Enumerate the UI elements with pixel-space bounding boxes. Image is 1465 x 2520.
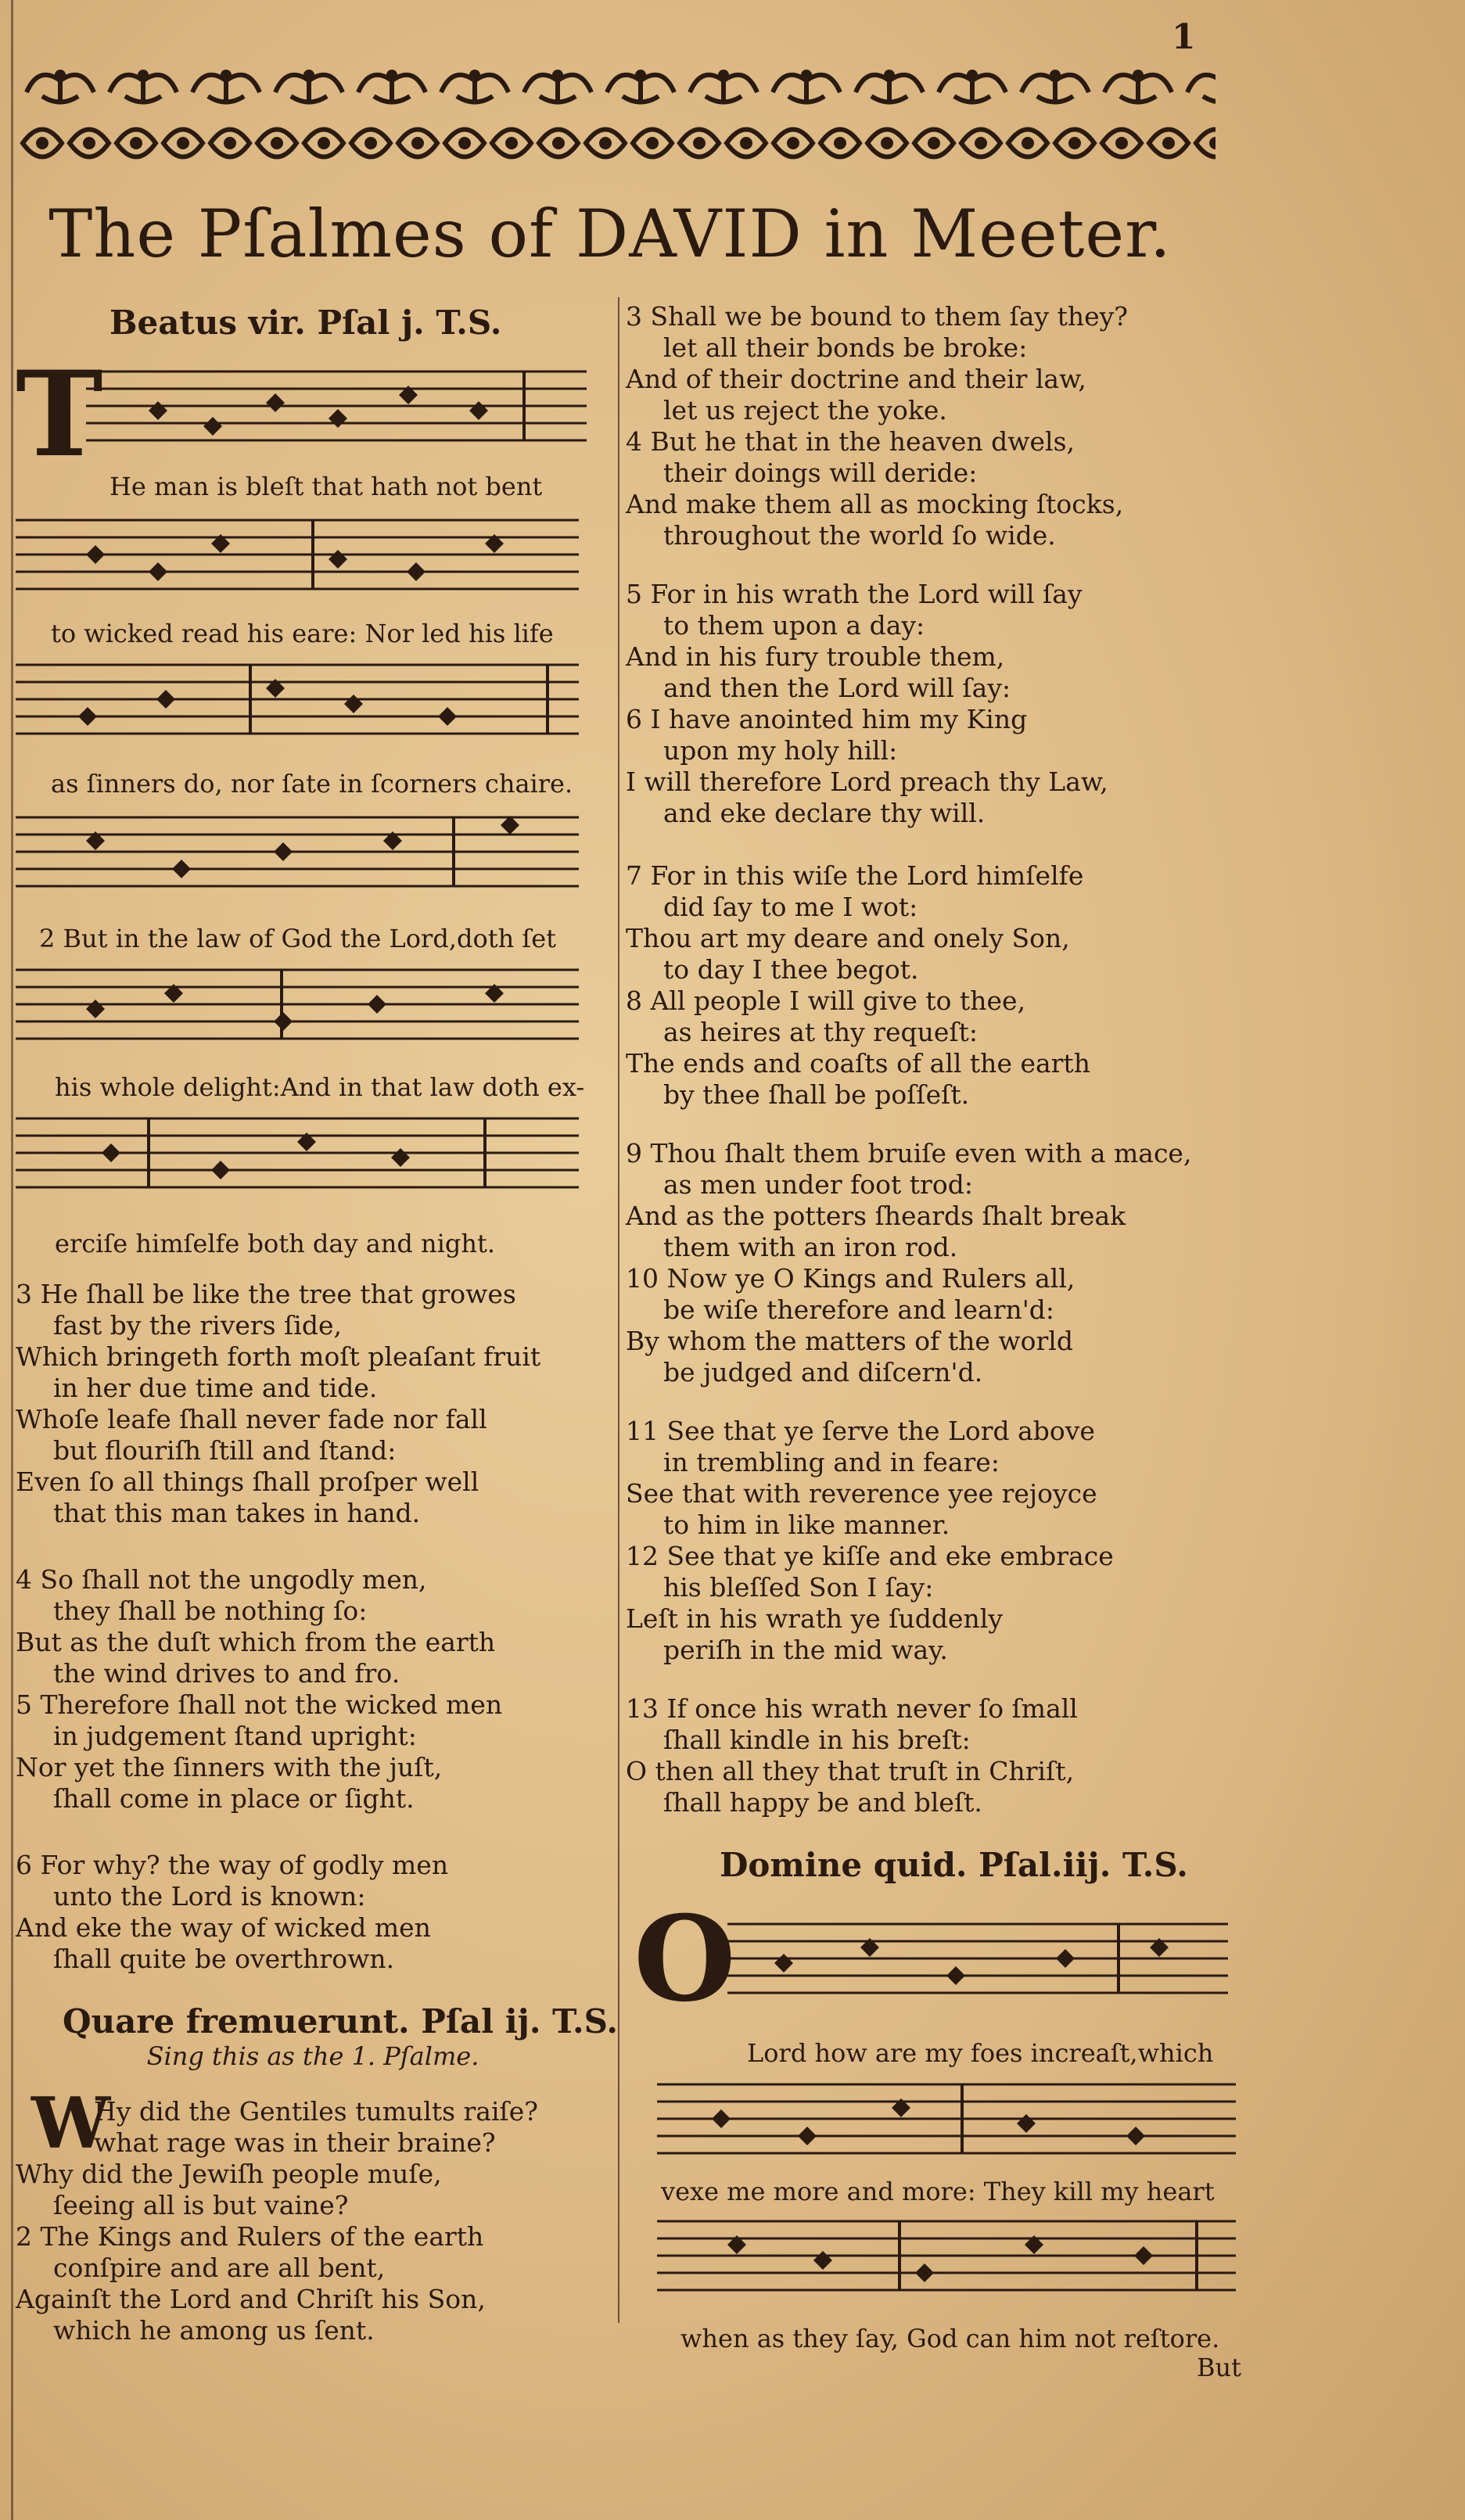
verse-line: 6 For why? the way of godly men: [16, 1850, 449, 1880]
verse-line: which he among us ſent.: [53, 2315, 375, 2346]
verse-line: as heires at thy requeſt:: [663, 1017, 978, 1047]
verse-line: 2 The Kings and Rulers of the earth: [16, 2221, 484, 2252]
verse-line: Leſt in his wrath ye ſuddenly: [626, 1603, 1003, 1634]
music-staff-1: [86, 364, 587, 450]
verse-line: 4 So ſhall not the ungodly men,: [16, 1564, 427, 1595]
music-staff-2: [16, 512, 579, 598]
verse-line: 9 Thou ſhalt them bruiſe even with a mace,: [626, 1138, 1192, 1168]
catchword: But: [1197, 2353, 1241, 2382]
verse-line: I will therefore Lord preach thy Law,: [626, 766, 1108, 797]
verse-line: 12 See that ye kiſſe and eke embrace: [626, 1541, 1114, 1571]
verse-line: as men under foot trod:: [663, 1169, 973, 1200]
psalm-1-lyric: to wicked read his eare: Nor led his life: [51, 619, 554, 648]
verse-line: 3 Shall we be bound to them ſay they?: [626, 301, 1128, 332]
verse-line: 3 He ſhall be like the tree that growes: [16, 1279, 516, 1309]
psalm-2-intro: [16, 2096, 538, 2346]
verse-line: did ſay to me I wot:: [663, 892, 918, 922]
verse-line: they ſhall be nothing ſo:: [53, 1596, 368, 1626]
psalm-1-lyric: 2 But in the law of God the Lord,doth ſet: [39, 924, 556, 953]
verse-line: Why did the Jewiſh people muſe,: [16, 2159, 442, 2189]
psalm-1-lyric: He man is bleſt that hath not bent: [110, 472, 543, 501]
verse-line: let us reject the yoke.: [663, 395, 947, 425]
ornament-header-band: [19, 61, 1215, 171]
verse-line: And in his fury trouble them,: [626, 641, 1005, 672]
psalm-2-heading: Quare fremuerunt. Pſal ij. T.S.: [63, 2002, 619, 2041]
verse-line: And of their doctrine and their law,: [626, 364, 1086, 394]
verse-line: Even ſo all things ſhall proſper well: [16, 1466, 479, 1497]
column-divider: [618, 297, 619, 2323]
page-number: 1: [1172, 17, 1196, 57]
psalm-2-stanza-5: [626, 1416, 1114, 1666]
verse-line: 8 All people I will give to thee,: [626, 985, 1026, 1016]
verse-line: 7 For in this wiſe the Lord himſelfe: [626, 860, 1084, 891]
verse-line: unto the Lord is known:: [53, 1881, 366, 1912]
verse-line: their doings will deride:: [663, 458, 978, 488]
verse-line: ſhall kindle in his breſt:: [663, 1725, 971, 1755]
music-staff-8: [657, 2077, 1236, 2163]
verse-line: 5 Therefore ſhall not the wicked men: [16, 1689, 503, 1720]
gutter-line: [11, 0, 13, 2520]
verse-line: throughout the world ſo wide.: [663, 520, 1056, 551]
psalm-1-lyric: erciſe himſelfe both day and night.: [55, 1229, 496, 1258]
verse-line: By whom the matters of the world: [626, 1326, 1073, 1356]
verse-line: the wind drives to and fro.: [53, 1658, 400, 1689]
verse-line: periſh in the mid way.: [663, 1635, 948, 1665]
verse-line: be judged and diſcern'd.: [663, 1357, 983, 1387]
psalm-1-lyric: his whole delight:And in that law doth ex-: [55, 1072, 585, 1102]
verse-line: to them upon a day:: [663, 610, 925, 641]
psalm-1-stanza-2: [16, 1564, 502, 1815]
page-title: The Pſalmes of DAVID in Meeter.: [48, 196, 1172, 272]
music-staff-9: [657, 2213, 1236, 2299]
verse-line: Againſt the Lord and Chriſt his Son,: [16, 2284, 486, 2314]
verse-line: his bleſſed Son I ſay:: [663, 1572, 934, 1603]
verse-line: But as the duſt which from the earth: [16, 1627, 496, 1657]
verse-line: in trembling and in feare:: [663, 1447, 1000, 1477]
verse-line: to him in like manner.: [663, 1509, 950, 1540]
verse-line: ſhall come in place or ſight.: [53, 1783, 415, 1814]
verse-line: O then all they that truſt in Chriſt,: [626, 1756, 1075, 1786]
verse-line: The ends and coaſts of all the earth: [626, 1048, 1090, 1079]
psalm-3-dropcap: O: [634, 1890, 736, 2028]
verse-line: See that with reverence yee rejoyce: [626, 1478, 1097, 1509]
verse-line: Whoſe leafe ſhall never fade nor fall: [16, 1404, 487, 1434]
psalm-2-stanza-1: [626, 301, 1128, 551]
verse-line: that this man takes in hand.: [53, 1498, 421, 1528]
psalm-2-stanza-3: [626, 860, 1090, 1111]
verse-line: and eke declare thy will.: [663, 798, 986, 828]
psalm-3-lyric: vexe me more and more: They kill my heart: [661, 2177, 1215, 2206]
music-staff-7: [727, 1916, 1228, 2002]
psalm-1-stanza-1: [16, 1279, 540, 1529]
verse-line: ſhall quite be overthrown.: [53, 1944, 395, 1974]
verse-line: Thou art my deare and onely Son,: [626, 923, 1070, 953]
psalm-2-dropcap: W: [31, 2082, 111, 2165]
psalm-3-heading: Domine quid. Pſal.iij. T.S.: [720, 1846, 1188, 1884]
psalm-1-dropcap: T: [16, 346, 103, 483]
psalm-2-subheading: Sing this as the 1. Pſalme.: [146, 2041, 479, 2071]
verse-line: And make them all as mocking ſtocks,: [626, 489, 1124, 519]
verse-line: conſpire and are all bent,: [53, 2253, 386, 2283]
verse-line: 6 I have anointed him my King: [626, 704, 1028, 734]
verse-line: in her due time and tide.: [53, 1373, 378, 1403]
psalm-1-lyric: as ſinners do, nor ſate in ſcorners chaire.: [51, 769, 573, 799]
verse-line: Which bringeth forth moſt pleaſant fruit: [16, 1341, 541, 1372]
verse-line: them with an iron rod.: [663, 1232, 958, 1262]
verse-line: in judgement ſtand upright:: [53, 1721, 417, 1751]
verse-line: ſeeing all is but vaine?: [53, 2190, 349, 2220]
verse-line: 4 But he that in the heaven dwels,: [626, 426, 1075, 457]
psalm-1-stanza-3: [16, 1850, 448, 1975]
verse-line: 10 Now ye O Kings and Rulers all,: [626, 1263, 1075, 1294]
verse-line: 11 See that ye ſerve the Lord above: [626, 1416, 1095, 1446]
verse-line: And eke the way of wicked men: [16, 1912, 431, 1943]
verse-line: Hy did the Gentiles tumults raiſe?: [94, 2096, 538, 2127]
psalm-1-heading: Beatus vir. Pſal j. T.S.: [110, 303, 502, 342]
verse-line: fast by the rivers ſide,: [53, 1310, 342, 1341]
psalm-3-lyric: when as they ſay, God can him not reſtore.: [680, 2324, 1220, 2353]
verse-line: let all their bonds be broke:: [663, 332, 1028, 363]
verse-line: 13 If once his wrath never ſo ſmall: [626, 1693, 1078, 1724]
verse-line: but flouriſh ſtill and ſtand:: [53, 1435, 397, 1466]
music-staff-4: [16, 809, 579, 896]
verse-line: to day I thee begot.: [663, 954, 919, 985]
psalm-2-stanza-2: [626, 579, 1108, 829]
verse-line: and then the Lord will ſay:: [663, 673, 1011, 703]
verse-line: ſhall happy be and bleſt.: [663, 1787, 982, 1818]
verse-line: what rage was in their braine?: [94, 2127, 496, 2158]
music-staff-6: [16, 1111, 579, 1197]
verse-line: And as the potters ſheards ſhalt break: [626, 1201, 1126, 1231]
verse-line: be wiſe therefore and learn'd:: [663, 1294, 1055, 1325]
psalm-2-stanza-4: [626, 1138, 1191, 1388]
music-staff-5: [16, 962, 579, 1048]
verse-line: Nor yet the ſinners with the juſt,: [16, 1752, 443, 1782]
verse-line: by thee ſhall be poſſeſt.: [663, 1079, 970, 1110]
verse-line: 5 For in his wrath the Lord will ſay: [626, 579, 1083, 609]
music-staff-3: [16, 657, 579, 743]
verse-line: upon my holy hill:: [663, 735, 898, 766]
psalm-3-lyric: Lord how are my foes increaſt,which: [747, 2038, 1214, 2068]
psalm-2-stanza-6: [626, 1693, 1078, 1818]
